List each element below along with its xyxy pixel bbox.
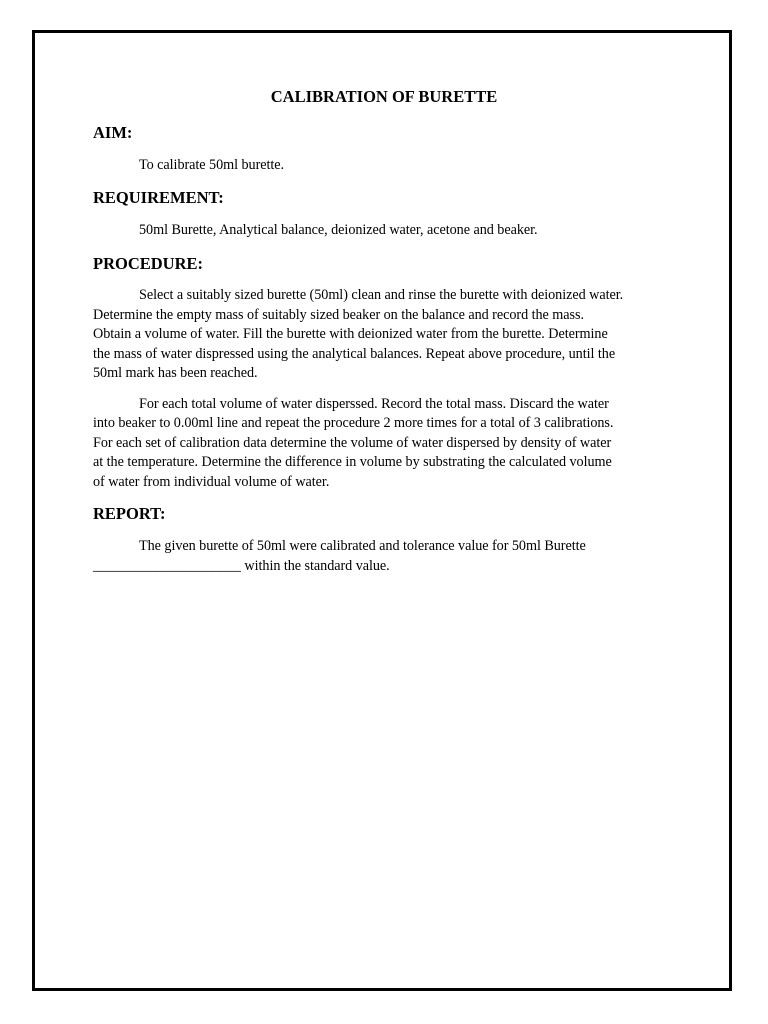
- document-title: CALIBRATION OF BURETTE: [270, 87, 498, 106]
- procedure-heading: PROCEDURE:: [93, 254, 203, 273]
- procedure-p2-line: of water from individual volume of water.: [93, 473, 330, 490]
- procedure-p1-line: 50ml mark has been reached.: [93, 365, 258, 381]
- procedure-p2-line: For each set of calibration data determine the volume of water dispersed by density of water: [93, 434, 612, 451]
- report-line-blank: _____________________ within the standard value.: [93, 557, 390, 574]
- procedure-p1-line: Obtain a volume of water. Fill the burette with deionized water from the burette. Determine: [93, 326, 608, 342]
- procedure-paragraph-2: [93, 395, 675, 493]
- aim-heading: AIM:: [93, 123, 133, 142]
- requirement-text: 50ml Burette, Analytical balance, deionized water, acetone and beaker.: [139, 221, 538, 238]
- document-content: [93, 87, 675, 576]
- procedure-p2-line: at the temperature. Determine the difference in volume by substrating the calculated volume: [93, 454, 612, 470]
- procedure-p1-line: the mass of water dispressed using the analytical balances. Repeat above procedure, until the: [93, 345, 616, 362]
- aim-text: To calibrate 50ml burette.: [139, 157, 285, 173]
- procedure-p1-line: Select a suitably sized burette (50ml) clean and rinse the burette with deionized water.: [139, 287, 624, 303]
- procedure-p2-line: For each total volume of water disperssed. Record the total mass. Discard the water: [139, 395, 609, 412]
- requirement-heading: REQUIREMENT:: [93, 187, 224, 207]
- report-line: The given burette of 50ml were calibrated and tolerance value for 50ml Burette: [139, 538, 586, 554]
- procedure-p1-line: Determine the empty mass of suitably sized beaker on the balance and record the mass.: [93, 306, 584, 323]
- report-paragraph: [93, 537, 675, 576]
- procedure-p2-line: into beaker to 0.00ml line and repeat the procedure 2 more times for a total of 3 calibrations.: [93, 415, 614, 431]
- report-heading: REPORT:: [93, 504, 166, 523]
- procedure-paragraph-1: [93, 286, 675, 384]
